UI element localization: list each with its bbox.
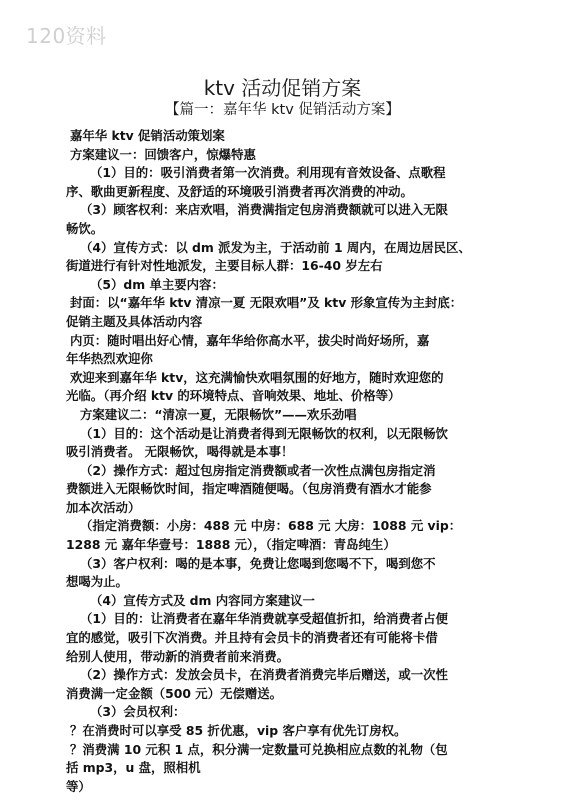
paragraph-line: 括 mp3，u 盘，照相机: [66, 760, 201, 776]
paragraph-line: （3）会员权利：: [90, 704, 186, 720]
section-heading: 嘉年华 ktv 促销活动策划案: [70, 128, 225, 143]
document-body: [66, 127, 506, 796]
plan-heading: 方案建议一：回馈客户，惊爆特惠: [70, 146, 256, 162]
paragraph-line: （2）操作方式：发放会员卡，在消费者消费完毕后赠送，或一次性: [80, 667, 448, 683]
paragraph-line: 想喝为止。: [66, 574, 128, 590]
paragraph-line: 欢迎来到嘉年华 ktv，这充满愉快欢唱氛围的好地方，随时欢迎您的: [70, 369, 444, 385]
paragraph-line: 内页：随时唱出好心情，嘉年华给你高水平，拔尖时尚好场所，嘉: [70, 332, 430, 348]
plan-heading: 方案建议二：“清凉一夏，无限畅饮”——欢乐劲唱: [80, 406, 357, 422]
document-subtitle: 【篇一：嘉年华 ktv 促销活动方案】: [165, 102, 400, 118]
paragraph-line: 吸引消费者。 无限畅饮，喝得就是本事！: [66, 444, 294, 460]
paragraph-line: 年华热烈欢迎你: [66, 351, 153, 367]
paragraph-line: 消费满一定金额（500 元）无偿赠送。: [66, 685, 283, 701]
paragraph-line: （5）dm 单主要内容：: [90, 276, 224, 292]
paragraph-line: 费额进入无限畅饮时间，指定啤酒随便喝。（包房消费有酒水才能参: [66, 481, 432, 497]
paragraph-line: 给别人使用，带动新的消费者前来消费。: [66, 648, 290, 664]
paragraph-line: （3）客户权利：喝的是本事，免费让您喝到您喝不下，喝到您不: [80, 555, 436, 571]
paragraph-line: （4）宣传方式：以 dm 派发为主，于活动前 1 周内，在周边居民区、: [80, 239, 471, 255]
paragraph-line: 光临。（再介绍 ktv 的环境特点、音响效果、地址、价格等）: [66, 388, 401, 404]
paragraph-line: 加本次活动）: [66, 499, 141, 515]
paragraph-line: 促销主题及具体活动内容: [66, 313, 203, 329]
paragraph-line: （1）目的：吸引消费者第一次消费。利用现有音效设备、点歌程: [90, 165, 446, 181]
paragraph-line: （3）顾客权利：来店欢唱，消费满指定包房消费额就可以进入无限: [80, 202, 448, 218]
paragraph-line: 畅饮。: [66, 220, 104, 236]
paragraph-line: 序、歌曲更新程度、及舒适的环境吸引消费者再次消费的冲动。: [66, 183, 413, 199]
document-title: ktv 活动促销方案: [203, 76, 362, 100]
paragraph-line: （1）目的：让消费者在嘉年华消费就享受超值折扣，给消费者占便: [80, 611, 448, 627]
paragraph-line: 等）: [66, 778, 91, 794]
paragraph-line: （2）操作方式：超过包房指定消费额或者一次性点满包房指定消: [80, 462, 436, 478]
paragraph-line: （4）宣传方式及 dm 内容同方案建议一: [90, 592, 315, 608]
list-item: ？在消费时可以享受 85 折优惠，vip 客户享有优先订房权。: [70, 723, 407, 738]
paragraph-line: 宜的感觉，吸引下次消费。并且持有会员卡的消费者还有可能将卡借: [66, 630, 438, 646]
paragraph-line: （指定消费额：小房：488 元 中房：688 元 大房：1088 元 vip：: [80, 518, 462, 534]
paragraph-line: 街道进行有针对性地派发，主要目标人群：16-40 岁左右: [66, 258, 383, 274]
list-item: ？消费满 10 元积 1 点，积分满一定数量可兑换相应点数的礼物（包: [70, 741, 448, 757]
paragraph-line: 1288 元 嘉年华壹号：1888 元），（指定啤酒：青岛纯生）: [66, 537, 396, 553]
paragraph-line: 封面：以“嘉年华 ktv 清凉一夏 无限欢唱”及 ktv 形象宣传为主封底：: [70, 295, 463, 311]
paragraph-line: （1）目的：这个活动是让消费者得到无限畅饮的权利，以无限畅饮: [80, 425, 448, 441]
watermark-logo: 120资料: [26, 24, 107, 48]
